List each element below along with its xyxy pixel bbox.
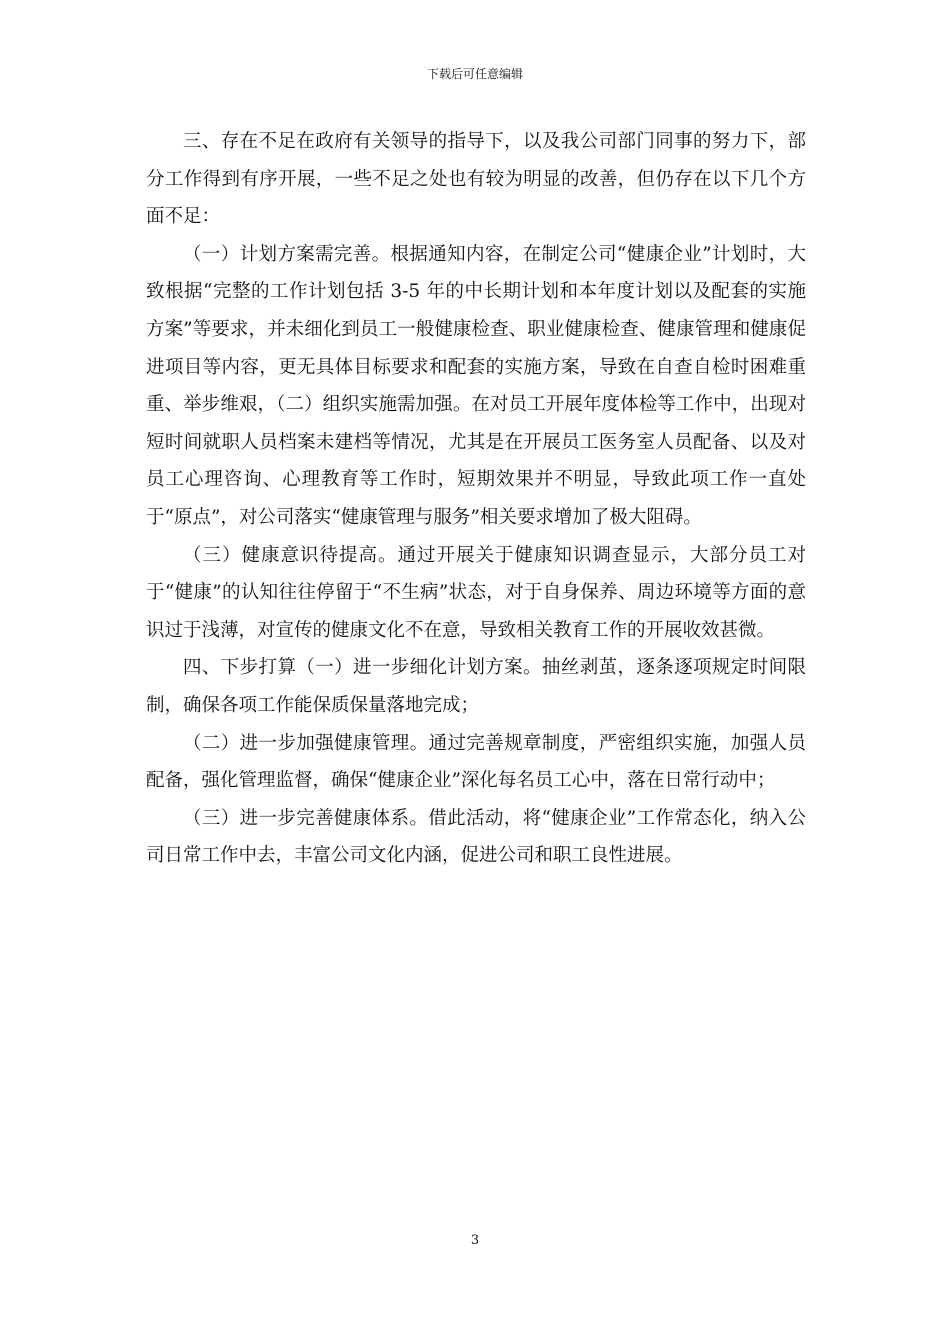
paragraph-shortcomings: 三、存在不足在政府有关领导的指导下，以及我公司部门同事的努力下，部分工作得到有序开展，一些不足之处也有较为明显的改善，但仍存在以下几个方面不足： [146,131,806,228]
paragraph-health-system: （三）进一步完善健康体系。借此活动，将“健康企业”工作常态化，纳入公司日常工作中去，丰富公司文化内涵，促进公司和职工良性进展。 [146,807,806,867]
page-number: 3 [470,1233,480,1248]
page-header: 下载后可任意编辑 [426,67,523,81]
paragraph-plan-improvement: （一）计划方案需完善。根据通知内容，在制定公司“健康企业”计划时，大致根据“完整的工作计划包括 3-5 年的中长期计划和本年度计划以及配套的实施方案”等要求，并未细化到员工一般健康检查、职业健康检查、健康管理和健康促进项目等内容，更无具体目标要求和配套的实施方案，导致在自查自检时困难重重、举步维艰，（二）组织实施需加强。在对员工开展年度体检等工作中，出现对短时间就职人员档案未建档等情况，尤其是在开展员工医务室人员配备、以及对员工心理咨询、心理教育等工作时，短期效果并不明显，导致此项工作一直处于“原点”，对公司落实“健康管理与服务”相关要求增加了极大阻碍。 [146,243,806,528]
paragraph-health-management: （二）进一步加强健康管理。通过完善规章制度，严密组织实施，加强人员配备，强化管理监督，确保“健康企业”深化每名员工心中，落在日常行动中； [146,732,806,792]
paragraph-next-steps: 四、下步打算（一）进一步细化计划方案。抽丝剥茧，逐条逐项规定时间限制，确保各项工作能保质保量落地完成； [146,657,806,716]
document-body [146,123,806,875]
paragraph-health-awareness: （三）健康意识待提高。通过开展关于健康知识调查显示，大部分员工对于“健康”的认知往往停留于“不生病”状态，对于自身保养、周边环境等方面的意识过于浅薄，对宣传的健康文化不在意，导致相关教育工作的开展收效甚微。 [146,544,806,641]
